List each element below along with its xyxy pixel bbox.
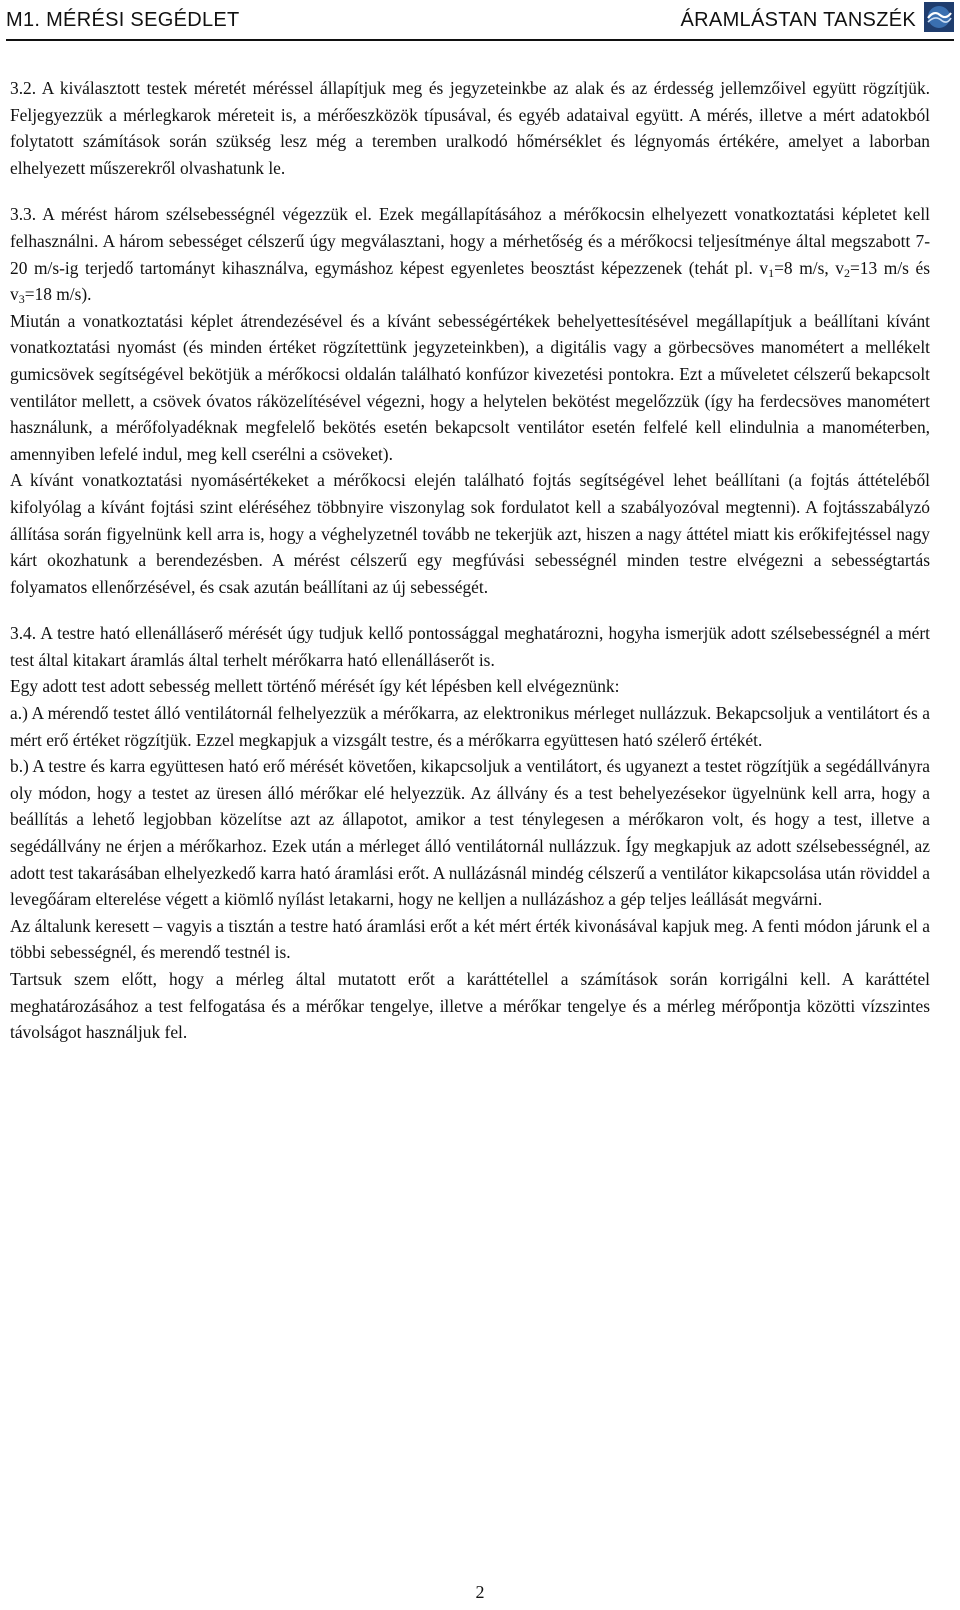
page-header — [0, 0, 960, 40]
paragraph-3-2: 3.2. A kiválasztott testek méretét méréssel állapítjuk meg és jegyzeteinkbe az alak és az érdesség jellemzőivel együtt rögzítjük. Feljegyezzük a mérlegkarok méreteit is, a mérőeszközök típusával, és egyéb adataival együtt. A mérés, illetve a mért adatokból folytatott számítások során szükség lesz még a teremben uralkodó hőmérséklet és légnyomás értékére, amelyet a laborban elhelyezett műszerekről olvashatunk le. — [10, 78, 930, 178]
paragraph-step-b: b.) A testre és karra együttesen ható erő mérését követően, kikapcsoljuk a ventilátort, és ugyanezt a testet rögzítjük a segédállványra oly módon, hogy a testet az üresen álló mérőkar elé helyezzük. Az állvány és a test behelyezésekor ügyelnünk kell arra, hogy a beállítás a lehető legjobban közelítse azt az állapotot, amikor a test ténylegesen a mérőkaron volt, és hogy a test, illetve a segédállvány ne érjen a mérőkarhoz. Ezek után a mérleget álló ventilátornál nullázzuk. Így megkapjuk az adott szélsebességnél, az adott test takarásában elhelyezkedő karra ható áramlási erőt. A nullázásnál mindég célszerű a ventilátor kikapcsolása után röviddel a levegőáram elterelése végett a kiömlő nyílást letakarni, hogy ne kelljen a nullázáshoz a gép teljes leállását megvárni. — [10, 756, 930, 910]
paragraph-3-4: 3.4. A testre ható ellenálláserő mérését úgy tudjuk kellő pontossággal meghatározni, hogyha ismerjük adott szélsebességnél a mért test által kitakart áramlás által terhelt mérőkarra ható ellenálláserőt is. — [10, 623, 930, 670]
velocity-3-value: =18 m/s). — [24, 284, 92, 305]
department-logo-icon — [924, 2, 954, 32]
paragraph-3-3-text: 3.3. A mérést három szélsebességnél végezzük el. Ezek megállapításához a mérőkocsin elhelyezett vonatkoztatási képletet kell felhasználni. A három sebességet célszerű úgy megválasztani, hogy a mérhetőség és a mérőkocsi teljesítménye által megszabott 7-20 m/s-ig terjedő tartományt kihasználva, egymáshoz képest egyenletes beosztást képezzenek (tehát pl. — [10, 204, 930, 278]
header-title-left: M1. MÉRÉSI SEGÉDLET — [6, 9, 240, 31]
header-title-right: ÁRAMLÁSTAN TANSZÉK — [680, 9, 916, 31]
paragraph-two-steps: Egy adott test adott sebesség mellett történő mérését így két lépésben kell elvégeznünk: — [10, 676, 620, 697]
velocity-2-subscript: 2 — [844, 265, 850, 280]
paragraph-lever-correction: Tartsuk szem előtt, hogy a mérleg által mutatott erőt a karáttétellel a számítások során korrigálni kell. A karáttétel meghatározásához a test felfogatása és a mérőkar tengelye, illetve a mérőkar tengelye és a mérleg mérőpontja közötti vízszintes távolságot használjuk fel. — [10, 969, 930, 1043]
document-body — [10, 75, 930, 1046]
paragraph-throttle: A kívánt vonatkoztatási nyomásértékeket a mérőkocsi elején található fojtás segítségével lehet beállítani (a fojtás áttételéből kifolyólag a kívánt fojtási szint eléréséhez többnyire viszonylag sok fordulatot kell a szabályozóval megtenni). A fojtásszabályzó állítása során figyelnünk kell arra is, hogy a véghelyzetnél tovább ne tekerjük azt, hiszen a nagy áttétel miatt kis erőkifejtéssel nagy kárt okozhatunk a berendezésben. A mérést célszerű egy megfúvási sebességnél minden testre elvégezni a sebességtartás folyamatos ellenőrzésével, és csak azután beállítani az új sebességét. — [10, 470, 930, 597]
paragraph-3-3 — [10, 201, 930, 307]
velocity-v-symbol: v — [759, 257, 769, 278]
header-divider — [6, 39, 954, 41]
page-number: 2 — [475, 1582, 485, 1602]
paragraph-result: Az általunk keresett – vagyis a tisztán a testre ható áramlási erőt a két mért érték kivonásával kapjuk meg. A fenti módon járunk el a többi sebességnél, és merendő testnél is. — [10, 915, 930, 963]
paragraph-manometer: Miután a vonatkoztatási képlet átrendezésével és a kívánt sebességértékek behelyettesítésével megállapítjuk a beállítani kívánt vonatkoztatási nyomást (és minden értéket rögzítettünk jegyzeteinkben), a digitális vagy a görbecsöves manométert a mellékelt gumicsövek segítségével bekötjük a mérőkocsi oldalán található konfúzor kivezetési pontokra. Ezt a műveletet célszerű bekapcsolt ventilátor mellett, a csövek óvatos ráközelítésével végezni, hogy a helytelen bekötést megelőzzük (így ha ferdecsöves manométert használunk, a mérőfolyadéknak megfelelő bekötés esetén bekapcsolt ventilátor esetén felfelé kell elindulnia a manométerben, amennyiben lefelé indul, meg kell cserélni a csöveket). — [10, 310, 930, 464]
velocity-1-value: =8 m/s, v — [774, 257, 844, 278]
velocity-3-subscript: 3 — [18, 292, 25, 307]
velocity-1-subscript: 1 — [768, 265, 775, 280]
velocity-2-value: =13 m/s és v — [10, 257, 931, 305]
paragraph-step-a: a.) A mérendő testet álló ventilátornál felhelyezzük a mérőkarra, az elektronikus mérleget nullázzuk. Bekapcsoljuk a ventilátort és a mért erő értéket rögzítjük. Ezzel megkapjuk a vizsgált testre, és a mérőkarra együttesen ható szélerő értékét. — [10, 703, 930, 750]
